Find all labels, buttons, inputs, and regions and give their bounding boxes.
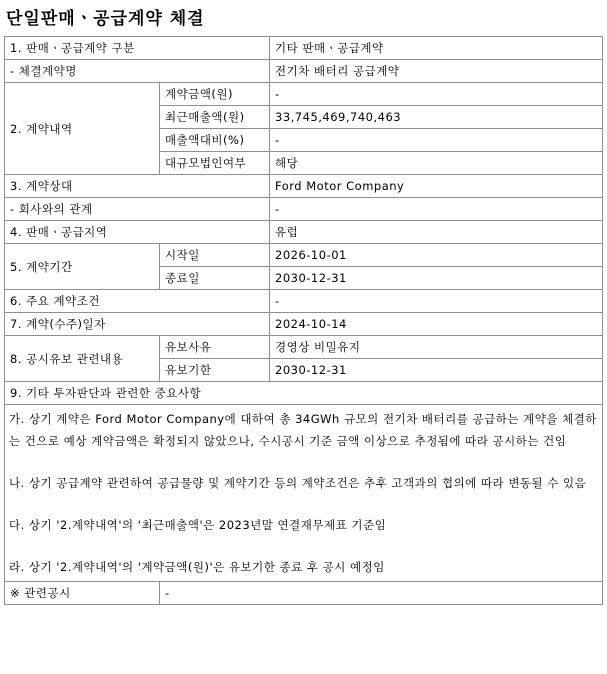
disclosure-deferral-label: 8. 공시유보 관련내용 xyxy=(5,336,160,382)
large-corp-label: 대규모법인여부 xyxy=(160,152,270,175)
contract-date-value: 2024-10-14 xyxy=(270,313,603,336)
table-row xyxy=(5,244,603,267)
table-row xyxy=(5,313,603,336)
note-na: 나. 상기 공급계약 관련하여 공급물량 및 계약기간 등의 계약조건은 추후 고객과의 협의에 따라 변동될 수 있음 xyxy=(9,476,587,490)
related-disclosure-label: ※ 관련공시 xyxy=(5,582,160,605)
end-date-value: 2030-12-31 xyxy=(270,267,603,290)
recent-revenue-value: 33,745,469,740,463 xyxy=(270,106,603,129)
revenue-ratio-label: 매출액대비(%) xyxy=(160,129,270,152)
supply-region-label: 4. 판매ㆍ공급지역 xyxy=(5,221,270,244)
counterparty-label: 3. 계약상대 xyxy=(5,175,270,198)
relationship-value: - xyxy=(270,198,603,221)
table-row xyxy=(5,405,603,582)
table-row xyxy=(5,83,603,106)
note-da: 다. 상기 '2.계약내역'의 '최근매출액'은 2023년말 연결재무제표 기준임 xyxy=(9,518,387,532)
contract-period-label: 5. 계약기간 xyxy=(5,244,160,290)
contract-amount-label: 계약금액(원) xyxy=(160,83,270,106)
relationship-label: - 회사와의 관계 xyxy=(5,198,270,221)
table-row xyxy=(5,582,603,605)
page-title: 단일판매ㆍ공급계약 체결 xyxy=(6,9,205,29)
table-row xyxy=(5,221,603,244)
contract-type-value: 기타 판매ㆍ공급계약 xyxy=(270,37,603,60)
table-row xyxy=(5,175,603,198)
deferral-deadline-value: 2030-12-31 xyxy=(270,359,603,382)
recent-revenue-label: 최근매출액(원) xyxy=(160,106,270,129)
contract-name-label: - 체결계약명 xyxy=(5,60,270,83)
main-terms-label: 6. 주요 계약조건 xyxy=(5,290,270,313)
contract-type-label: 1. 판매ㆍ공급계약 구분 xyxy=(5,37,270,60)
note-ra: 라. 상기 '2.계약내역'의 '계약금액(원)'은 유보기한 종료 후 공시 예정임 xyxy=(9,560,385,574)
table-row xyxy=(5,198,603,221)
start-date-value: 2026-10-01 xyxy=(270,244,603,267)
other-matters-notes xyxy=(5,405,603,582)
supply-region-value: 유럽 xyxy=(270,221,603,244)
counterparty-value: Ford Motor Company xyxy=(270,175,603,198)
end-date-label: 종료일 xyxy=(160,267,270,290)
related-disclosure-value: - xyxy=(160,582,603,605)
other-matters-label: 9. 기타 투자판단과 관련한 중요사항 xyxy=(5,382,603,405)
start-date-label: 시작일 xyxy=(160,244,270,267)
table-row xyxy=(5,290,603,313)
revenue-ratio-value: - xyxy=(270,129,603,152)
main-terms-value: - xyxy=(270,290,603,313)
contract-amount-value: - xyxy=(270,83,603,106)
table-row xyxy=(5,382,603,405)
note-ga: 가. 상기 계약은 Ford Motor Company에 대하여 총 34GWh 규모의 전기차 배터리를 공급하는 계약을 체결하는 건으로 예상 계약금액은 확정되지 않았으나, 수시공시 기준 금액 이상으로 추정됨에 따라 공시하는 건임 xyxy=(9,412,597,448)
table-row xyxy=(5,37,603,60)
deferral-reason-label: 유보사유 xyxy=(160,336,270,359)
contract-details-label: 2. 계약내역 xyxy=(5,83,160,175)
table-row xyxy=(5,60,603,83)
contract-date-label: 7. 계약(수주)일자 xyxy=(5,313,270,336)
deferral-deadline-label: 유보기한 xyxy=(160,359,270,382)
contract-name-value: 전기차 배터리 공급계약 xyxy=(270,60,603,83)
table-row xyxy=(5,336,603,359)
deferral-reason-value: 경영상 비밀유지 xyxy=(270,336,603,359)
large-corp-value: 해당 xyxy=(270,152,603,175)
disclosure-table xyxy=(4,36,603,605)
